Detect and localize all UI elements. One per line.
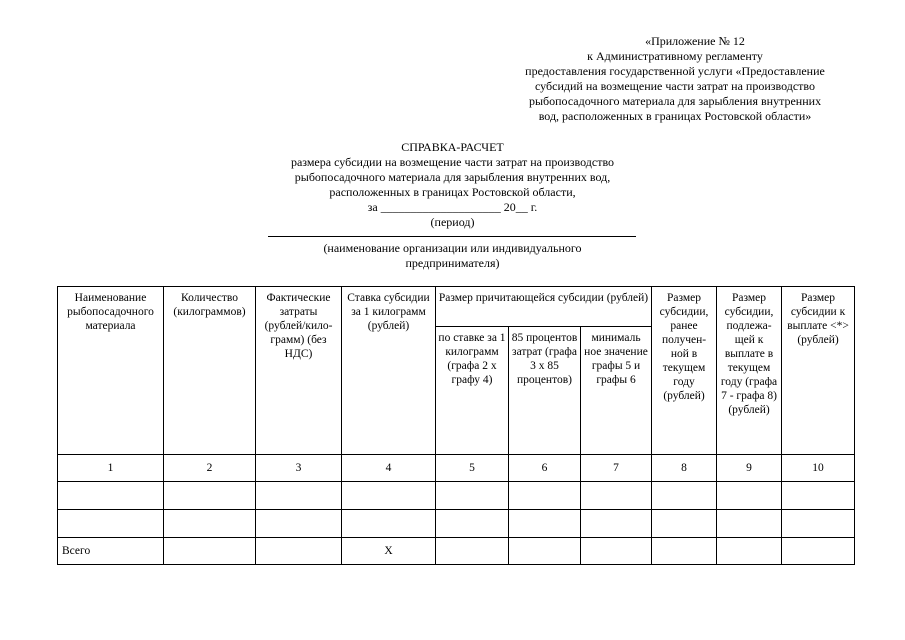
header-received: Размер субсидии, ранее получен-ной в текущем году (рублей) xyxy=(652,287,717,455)
table-cell[interactable] xyxy=(58,510,164,538)
period-caption: (период) xyxy=(430,215,475,229)
table-cell[interactable] xyxy=(436,482,509,510)
header-to-pay: Размер субсидии к выплате <*> (рублей) xyxy=(782,287,855,455)
column-number: 5 xyxy=(436,455,509,482)
column-number: 7 xyxy=(581,455,652,482)
header-subsidy-group: Размер причитающейся субсидии (рублей) xyxy=(436,287,652,327)
column-number: 8 xyxy=(652,455,717,482)
table-cell[interactable] xyxy=(342,482,436,510)
title-line: рыбопосадочного материала для зарыбления внутренних вод, xyxy=(294,170,611,184)
appendix-line: рыбопосадочного материала для зарыбления внутренних xyxy=(528,94,822,108)
table-cell[interactable] xyxy=(256,538,342,565)
period-line: за ____________________ 20__ г. xyxy=(367,200,538,214)
table-cell[interactable] xyxy=(782,510,855,538)
organization-caption-line: предпринимателя) xyxy=(405,256,500,270)
table-cell[interactable] xyxy=(652,510,717,538)
header-85-percent: 85 процентов затрат (графа 3 х 85 процентов) xyxy=(509,327,581,455)
table-cell[interactable] xyxy=(436,538,509,565)
header-material: Наименование рыбопосадочного материала xyxy=(58,287,164,455)
table-cell[interactable] xyxy=(581,538,652,565)
table-cell[interactable] xyxy=(256,482,342,510)
table-cell[interactable] xyxy=(164,482,256,510)
total-label: Всего xyxy=(58,538,164,565)
header-rate: Ставка субсидии за 1 килограмм (рублей) xyxy=(342,287,436,455)
appendix-line: вод, расположенных в границах Ростовской области» xyxy=(538,109,812,123)
header-actual-costs: Фактические затраты (рублей/кило-грамм) (без НДС) xyxy=(256,287,342,455)
header-quantity: Количество (килограммов) xyxy=(164,287,256,455)
header-by-rate: по ставке за 1 килограмм (графа 2 х графу 4) xyxy=(436,327,509,455)
column-number: 9 xyxy=(717,455,782,482)
column-number: 10 xyxy=(782,455,855,482)
column-number: 3 xyxy=(256,455,342,482)
table-row xyxy=(58,510,855,538)
title-line: размера субсидии на возмещение части затрат на производство xyxy=(290,155,615,169)
table-cell[interactable] xyxy=(717,482,782,510)
table-cell[interactable] xyxy=(717,510,782,538)
table-cell[interactable] xyxy=(581,510,652,538)
table-cell[interactable] xyxy=(164,510,256,538)
table-cell[interactable] xyxy=(509,510,581,538)
column-number: 2 xyxy=(164,455,256,482)
organization-caption xyxy=(250,241,655,271)
appendix-line: предоставления государственной услуги «Предоставление xyxy=(525,64,825,78)
table-cell[interactable] xyxy=(717,538,782,565)
table-cell[interactable] xyxy=(652,482,717,510)
table-cell[interactable] xyxy=(509,538,581,565)
table-cell[interactable] xyxy=(342,510,436,538)
column-number: 4 xyxy=(342,455,436,482)
table-cell[interactable] xyxy=(581,482,652,510)
organization-caption-line: (наименование организации или индивидуального xyxy=(323,241,582,255)
column-numbers-row xyxy=(58,455,855,482)
appendix-line: «Приложение № 12 xyxy=(645,34,745,48)
calculation-table xyxy=(57,286,855,565)
table-cell[interactable] xyxy=(782,482,855,510)
total-row xyxy=(58,538,855,565)
table-cell[interactable] xyxy=(652,538,717,565)
appendix-header xyxy=(505,34,845,124)
table-cell[interactable] xyxy=(164,538,256,565)
document-title xyxy=(250,140,655,230)
table-cell[interactable] xyxy=(436,510,509,538)
table-header-row xyxy=(58,287,855,327)
header-payable: Размер субсидии, подлежа-щей к выплате в текущем году (графа 7 - графа 8) (рублей) xyxy=(717,287,782,455)
table-cell[interactable] xyxy=(256,510,342,538)
document-heading: СПРАВКА-РАСЧЕТ xyxy=(401,140,504,154)
appendix-line: к Административному регламенту xyxy=(587,49,763,63)
table-cell[interactable] xyxy=(509,482,581,510)
table-row xyxy=(58,482,855,510)
appendix-line: субсидий на возмещение части затрат на производство xyxy=(535,79,815,93)
column-number: 6 xyxy=(509,455,581,482)
column-number: 1 xyxy=(58,455,164,482)
title-line: расположенных в границах Ростовской области, xyxy=(329,185,576,199)
total-rate-mark: X xyxy=(342,538,436,565)
table-cell[interactable] xyxy=(782,538,855,565)
organization-name-field xyxy=(268,236,636,237)
table-cell[interactable] xyxy=(58,482,164,510)
header-minimum: минималь ное значение графы 5 и графы 6 xyxy=(581,327,652,455)
